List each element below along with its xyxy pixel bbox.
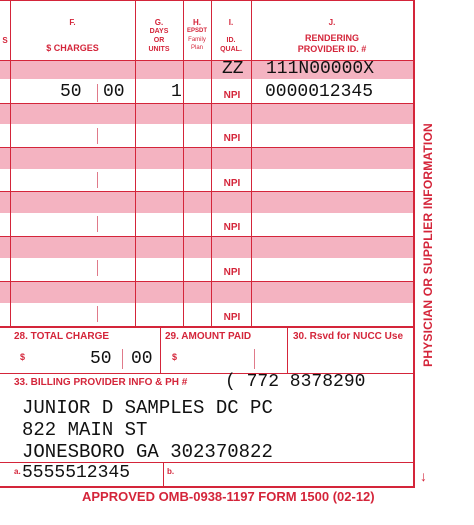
header-h-letter: H. — [193, 18, 201, 27]
billing-provider-label: 33. BILLING PROVIDER INFO & PH # — [14, 377, 188, 388]
charges-cents[interactable]: 00 — [103, 82, 125, 102]
header-charges: $ CHARGES — [46, 43, 99, 53]
billing-phone[interactable]: ( 772 8378290 — [225, 372, 366, 392]
billing-b-label: b. — [167, 467, 175, 476]
total-currency: $ — [20, 352, 26, 362]
amount-paid-label: 29. AMOUNT PAID — [165, 331, 252, 342]
header-j-letter: J. — [328, 18, 336, 27]
shaded-band-3 — [0, 147, 413, 169]
footer-approval: APPROVED OMB-0938-1197 FORM 1500 (02-12) — [82, 489, 375, 504]
header-g-line3: UNITS — [148, 46, 170, 53]
header-g-letter: G. — [154, 18, 164, 27]
shaded-band-6 — [0, 281, 413, 303]
header-h-line1: EPSDT — [186, 28, 207, 34]
npi-label-3: NPI — [223, 178, 241, 189]
nucc-reserved-label: 30. Rsvd for NUCC Use — [293, 331, 404, 342]
billing-a-label: a. — [14, 467, 21, 476]
down-arrow-icon: ↓ — [420, 468, 427, 484]
billing-npi[interactable]: 5555512345 — [22, 463, 131, 483]
paid-currency: $ — [172, 352, 178, 362]
total-charge-label: 28. TOTAL CHARGE — [14, 331, 110, 342]
header-i-letter: I. — [228, 18, 234, 27]
units-value[interactable]: 1 — [171, 82, 182, 102]
npi-label-2: NPI — [223, 133, 241, 144]
shaded-band-4 — [0, 191, 413, 213]
shaded-band-2 — [0, 103, 413, 124]
header-i-line2: QUAL. — [220, 46, 242, 53]
taxonomy-id[interactable]: 111N00000X — [266, 59, 375, 79]
left-cut-header: S — [2, 36, 8, 45]
total-cents[interactable]: 00 — [131, 349, 153, 369]
side-text: PHYSICIAN OR SUPPLIER INFORMATION — [421, 123, 436, 367]
header-h-line3: Plan — [190, 45, 203, 51]
header-j-line2: PROVIDER ID. # — [297, 44, 367, 54]
header-g-line1: DAYS — [149, 28, 169, 35]
npi-label-5: NPI — [223, 267, 241, 278]
header-g-line2: OR — [153, 37, 165, 44]
rendering-npi[interactable]: 0000012345 — [265, 82, 374, 102]
qual-value[interactable]: ZZ — [222, 59, 244, 79]
header-h-line2: Family — [188, 37, 206, 43]
npi-label-1: NPI — [223, 90, 241, 101]
charges-dollars[interactable]: 50 — [60, 82, 82, 102]
billing-city-state-zip[interactable]: JONESBORO GA 302370822 — [22, 441, 273, 463]
total-dollars[interactable]: 50 — [90, 349, 112, 369]
shaded-band-5 — [0, 236, 413, 258]
billing-street[interactable]: 822 MAIN ST — [22, 419, 148, 441]
npi-label-4: NPI — [223, 222, 241, 233]
header-i-line1: ID. — [226, 37, 236, 44]
header-f-letter: F. — [69, 18, 76, 27]
header-j-line1: RENDERING — [304, 33, 359, 43]
npi-label-6: NPI — [223, 312, 241, 323]
billing-name[interactable]: JUNIOR D SAMPLES DC PC — [22, 397, 273, 419]
